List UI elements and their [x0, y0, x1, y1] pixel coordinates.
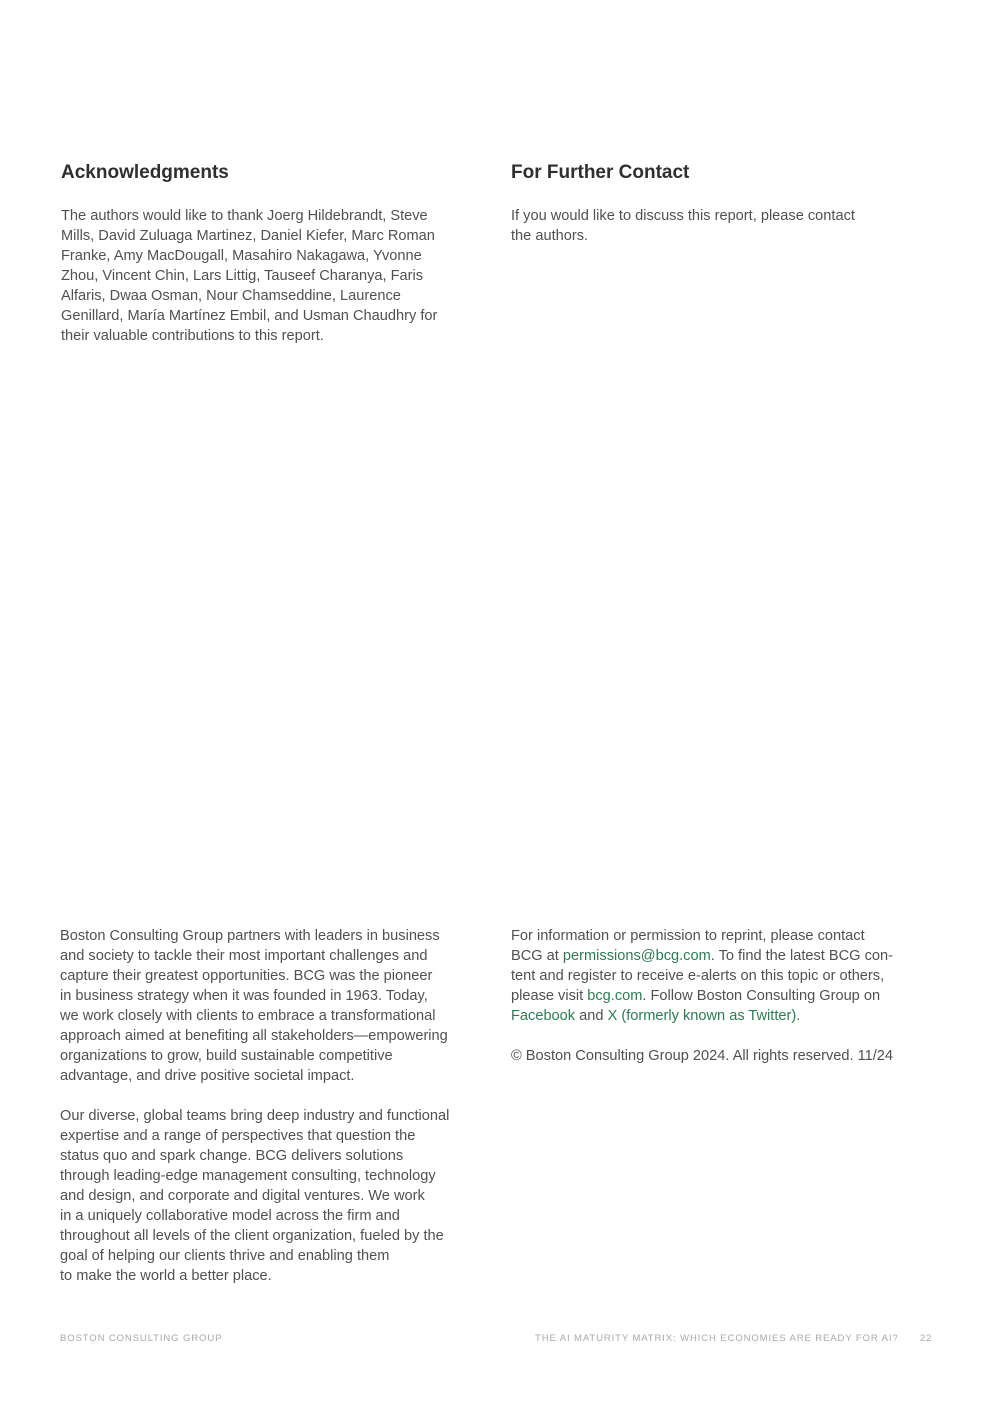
about-line: Boston Consulting Group partners with leaders in business — [60, 928, 440, 944]
about-paragraph-2 — [60, 1106, 500, 1286]
contact-line: the authors. — [511, 228, 589, 244]
permissions-section — [511, 926, 951, 1066]
contact-section — [511, 161, 941, 246]
about-line: throughout all levels of the client organization, fueled by the — [60, 1228, 444, 1244]
about-line: and society to tackle their most important challenges and — [60, 948, 428, 964]
about-line: status quo and spark change. BCG delivers solutions — [60, 1148, 404, 1164]
footer-page-number: 22 — [920, 1333, 933, 1344]
about-line: to make the world a better place. — [60, 1268, 272, 1284]
about-line: in a uniquely collaborative model across the firm and — [60, 1208, 400, 1224]
about-line: and design, and corporate and digital ventures. We work — [60, 1188, 425, 1204]
about-line: advantage, and drive positive societal impact. — [60, 1068, 355, 1084]
permissions-text — [511, 926, 951, 1026]
ack-line: Genillard, María Martínez Embil, and Usman Chaudhry for — [61, 308, 438, 324]
contact-heading: For Further Contact — [511, 162, 690, 183]
ack-line: Mills, David Zuluaga Martinez, Daniel Kiefer, Marc Roman — [61, 228, 435, 244]
permissions-line: . To find the latest BCG con- — [710, 948, 893, 964]
acknowledgments-text — [61, 206, 491, 346]
footer-report-title: THE AI MATURITY MATRIX: WHICH ECONOMIES ARE READY FOR AI? — [535, 1333, 899, 1344]
about-line: in business strategy when it was founded in 1963. Today, — [60, 988, 428, 1004]
copyright-text: © Boston Consulting Group 2024. All rights reserved. 11/24 — [511, 1048, 894, 1064]
contact-text — [511, 206, 941, 246]
and-text: and — [575, 1008, 608, 1024]
permissions-line: tent and register to receive e-alerts on this topic or others, — [511, 968, 885, 984]
about-line: approach aimed at benefiting all stakeholders—empowering — [60, 1028, 448, 1044]
about-line: Our diverse, global teams bring deep industry and functional — [60, 1108, 450, 1124]
permissions-line: please visit — [511, 988, 588, 1004]
period: . — [796, 1008, 801, 1024]
permissions-line: BCG at — [511, 948, 563, 964]
about-line: capture their greatest opportunities. BCG was the pioneer — [60, 968, 433, 984]
facebook-link[interactable]: Facebook — [511, 1008, 576, 1024]
about-line: goal of helping our clients thrive and enabling them — [60, 1248, 390, 1264]
ack-line: The authors would like to thank Joerg Hildebrandt, Steve — [61, 208, 428, 224]
footer-company: BOSTON CONSULTING GROUP — [60, 1333, 223, 1344]
permissions-email-link[interactable]: permissions@bcg.com — [562, 948, 711, 964]
ack-line: Zhou, Vincent Chin, Lars Littig, Tauseef Charanya, Faris — [61, 268, 424, 284]
ack-line: Franke, Amy MacDougall, Masahiro Nakagawa, Yvonne — [61, 248, 422, 264]
ack-line: their valuable contributions to this report. — [61, 328, 324, 344]
about-line: through leading-edge management consulting, technology — [60, 1168, 436, 1184]
acknowledgments-heading: Acknowledgments — [61, 162, 229, 183]
about-bcg-section — [60, 926, 500, 1286]
about-line: expertise and a range of perspectives that question the — [60, 1128, 416, 1144]
acknowledgments-section — [61, 161, 491, 346]
ack-line: Alfaris, Dwaa Osman, Nour Chamseddine, Laurence — [61, 288, 401, 304]
bcg-site-link[interactable]: bcg.com — [587, 988, 643, 1004]
permissions-line: For information or permission to reprint, please contact — [511, 928, 865, 944]
about-paragraph-1 — [60, 926, 500, 1086]
permissions-line: . Follow Boston Consulting Group on — [642, 988, 881, 1004]
x-twitter-link[interactable]: X (formerly known as Twitter) — [607, 1008, 797, 1024]
about-line: we work closely with clients to embrace a transformational — [60, 1008, 436, 1024]
contact-line: If you would like to discuss this report, please contact — [511, 208, 855, 224]
about-line: organizations to grow, build sustainable competitive — [60, 1048, 393, 1064]
